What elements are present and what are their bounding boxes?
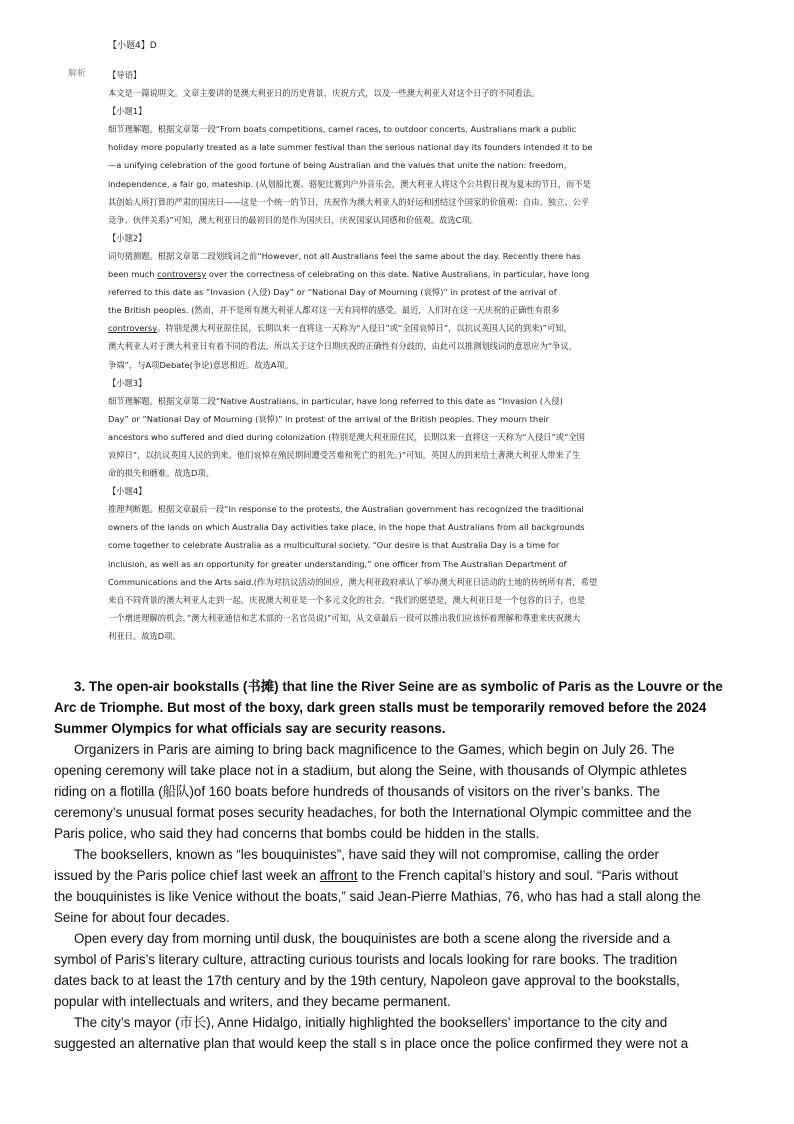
paragraph-line: suggested an alternative plan that would keep the stall s in place once the police confirmed they were not a bbox=[54, 1036, 689, 1051]
q3-line: ancestors who suffered and died during colonization (特别是澳大利亚原住民，长期以来一直将这一天称为“入侵日”或“全国 bbox=[108, 431, 585, 442]
paragraph-line bbox=[54, 865, 744, 886]
paragraph-line: Paris police, who said they had concerns that bombs could be hidden in the stalls. bbox=[54, 826, 540, 841]
q2-line: the British peoples. (然而，并不是所有澳大利亚人都对这一天有同样的感受。最近，人们对在这一天庆祝的正确性有很多 bbox=[108, 305, 560, 316]
answer-q4: 【小题4】D bbox=[108, 41, 157, 51]
q3-line: 命的损失和磨难。故选D项。 bbox=[108, 468, 214, 479]
q4-line: 利亚日。故选D项。 bbox=[108, 630, 181, 641]
q2-line: 争端”，与A项Debate(争论)意思相近。故选A项。 bbox=[108, 359, 294, 370]
q2-line: 澳大利亚人对于澳大利亚日有着不同的看法，所以关于这个日期庆祝的正确性有分歧的，由此可以推测划线词的意思应为“争议， bbox=[108, 341, 577, 352]
q4-line: Communications and the Arts said.(作为对抗议活动的回应，澳大利亚政府承认了举办澳大利亚日活动的土地的传统所有者，希望 bbox=[108, 576, 598, 587]
q1-line: 竞争、伙伴关系)”可知，澳大利亚日的最初目的是作为国庆日，庆祝国家认同感和价值观。故选C项。 bbox=[108, 214, 479, 225]
passage-title: Summer Olympics for what officials say are security reasons. bbox=[54, 721, 446, 736]
analysis-section bbox=[108, 66, 736, 645]
paragraph-line: riding on a flotilla (船队)of 160 boats before hundreds of thousands of visitors on the river’s banks. The bbox=[54, 784, 660, 799]
q2-text: 。特别是澳大利亚原住民，长期以来一直将这一天称为“入侵日”或“全国哀悼日”，以抗议英国人民的到来)”可知， bbox=[157, 323, 572, 334]
q4-line: 推理判断题。根据文章最后一段“In response to the protests, the Australian government has recognized the traditional bbox=[108, 504, 584, 515]
q1-line: —a unifying celebration of the good fortune of being Australian and the values that unite the nation: freedom, bbox=[108, 160, 567, 171]
q4-line: 来自不同背景的澳大利亚人走到一起，庆祝澳大利亚是一个多元文化的社会。“我们的愿望是，澳大利亚日是一个包容的日子，也是 bbox=[108, 594, 586, 605]
q2-text: over the correctness of celebrating on this date. Native Australians, in particular, have long bbox=[206, 269, 590, 280]
guide-heading: 【导语】 bbox=[108, 70, 142, 80]
q4-line: owners of the lands on which Australia Day activities take place, in the hope that Australians from all backgrounds bbox=[108, 522, 585, 533]
guide-text: 本文是一篇说明文。文章主要讲的是澳大利亚日的历史背景，庆祝方式，以及一些澳大利亚人对这个日子的不同看法。 bbox=[108, 88, 540, 99]
underlined-word: affront bbox=[319, 868, 358, 883]
passage-title: 3. The open-air bookstalls (书摊) that line the River Seine are as symbolic of Paris as the Louvre or the bbox=[74, 679, 723, 694]
q3-line: 哀悼日”，以抗议英国人民的到来。他们哀悼在殖民期间遭受苦难和死亡的祖先。)”可知，英国人的到来给土著澳大利亚人带来了生 bbox=[108, 449, 581, 460]
q3-line: Day” or “National Day of Mourning (哀悼)” in protest of the arrival of the British peoples. They mourn their bbox=[108, 413, 550, 424]
paragraph-text: issued by the Paris police chief last week an bbox=[54, 868, 320, 883]
q4-heading: 【小题4】 bbox=[108, 486, 147, 497]
paragraph-line: the bouquinistes is like Venice without the boats,” said Jean-Pierre Mathias, 76, who has had a stall along the bbox=[54, 889, 701, 904]
q4-line: come together to celebrate Australia as a multicultural society. “Our desire is that Australia Day is a time for bbox=[108, 540, 560, 551]
q1-line: holiday more popularly treated as a late summer festival than the serious national day its founders intended it to be bbox=[108, 142, 593, 153]
q1-heading: 【小题1】 bbox=[108, 106, 147, 117]
q2-line bbox=[108, 265, 736, 283]
paragraph-line: symbol of Paris’s literary culture, attracting curious tourists and locals looking for rare books. The tradition bbox=[54, 952, 678, 967]
paragraph-line: ceremony’s unusual format poses security headaches, for both the International Olympic committee and the bbox=[54, 805, 692, 820]
q3-line: 细节理解题。根据文章第二段“Native Australians, in particular, have long referred to this date as “Invasion (入侵) bbox=[108, 395, 563, 406]
q2-heading: 【小题2】 bbox=[108, 232, 147, 243]
underlined-word: controversy bbox=[108, 323, 158, 334]
paragraph-line: Seine for about four decades. bbox=[54, 910, 230, 925]
q1-line: independence, a fair go, mateship. (从划船比赛、骆驼比赛到户外音乐会，澳大利亚人将这个公共假日视为夏末的节日，而不是 bbox=[108, 178, 591, 189]
paragraph-line: The booksellers, known as “les bouquinistes”, have said they will not compromise, calling the order bbox=[74, 847, 660, 862]
q4-line: inclusion, as well as an opportunity for greater understanding,” one officer from The Australian Department of bbox=[108, 558, 567, 569]
analysis-label: 解析 bbox=[68, 69, 87, 79]
q2-line: 词句猜测题。根据文章第二段划线词之前“However, not all Australians feel the same about the day. Recently there has bbox=[108, 250, 581, 261]
q2-line: referred to this date as “Invasion (入侵) Day” or “National Day of Mourning (哀悼)” in protest of the arrival of bbox=[108, 287, 557, 298]
q2-line bbox=[108, 319, 736, 337]
paragraph-text: to the French capital’s history and soul. “Paris without bbox=[357, 868, 679, 883]
q1-line: 其创始人所打算的严肃的国庆日——这是一个统一的节日，庆祝作为澳大利亚人的好运和团结这个国家的价值观：自由、独立、公平 bbox=[108, 196, 590, 207]
paragraph-line: Open every day from morning until dusk, the bouquinistes are both a scene along the riverside and a bbox=[74, 931, 671, 946]
paragraph-line: opening ceremony will take place not in a stadium, but along the Seine, with thousands of Olympic athletes bbox=[54, 763, 687, 778]
q1-line: 细节理解题。根据文章第一段“From boats competitions, camel races, to outdoor concerts, Australians mark a public bbox=[108, 124, 577, 135]
q3-heading: 【小题3】 bbox=[108, 377, 147, 388]
q2-text: been much bbox=[108, 269, 158, 280]
paragraph-line: popular with intellectuals and writers, and they became permanent. bbox=[54, 994, 451, 1009]
paragraph-line: dates back to at least the 17th century and by the 19th century, Napoleon gave approval to the bookstalls, bbox=[54, 973, 680, 988]
underlined-word: controversy bbox=[157, 269, 207, 280]
reading-passage bbox=[54, 676, 744, 1054]
passage-title: Arc de Triomphe. But most of the boxy, dark green stalls must be temporarily removed before the 2024 bbox=[54, 700, 707, 715]
paragraph-line: Organizers in Paris are aiming to bring back magnificence to the Games, which begin on July 26. The bbox=[74, 742, 675, 757]
paragraph-line: The city’s mayor (市长), Anne Hidalgo, initially highlighted the booksellers’ importance to the city and bbox=[74, 1015, 668, 1030]
q4-line: 一个增进理解的机会，”澳大利亚通信和艺术部的一名官员说)”可知，从文章最后一段可以推出我们应该怀着理解和尊重来庆祝澳大 bbox=[108, 612, 581, 623]
